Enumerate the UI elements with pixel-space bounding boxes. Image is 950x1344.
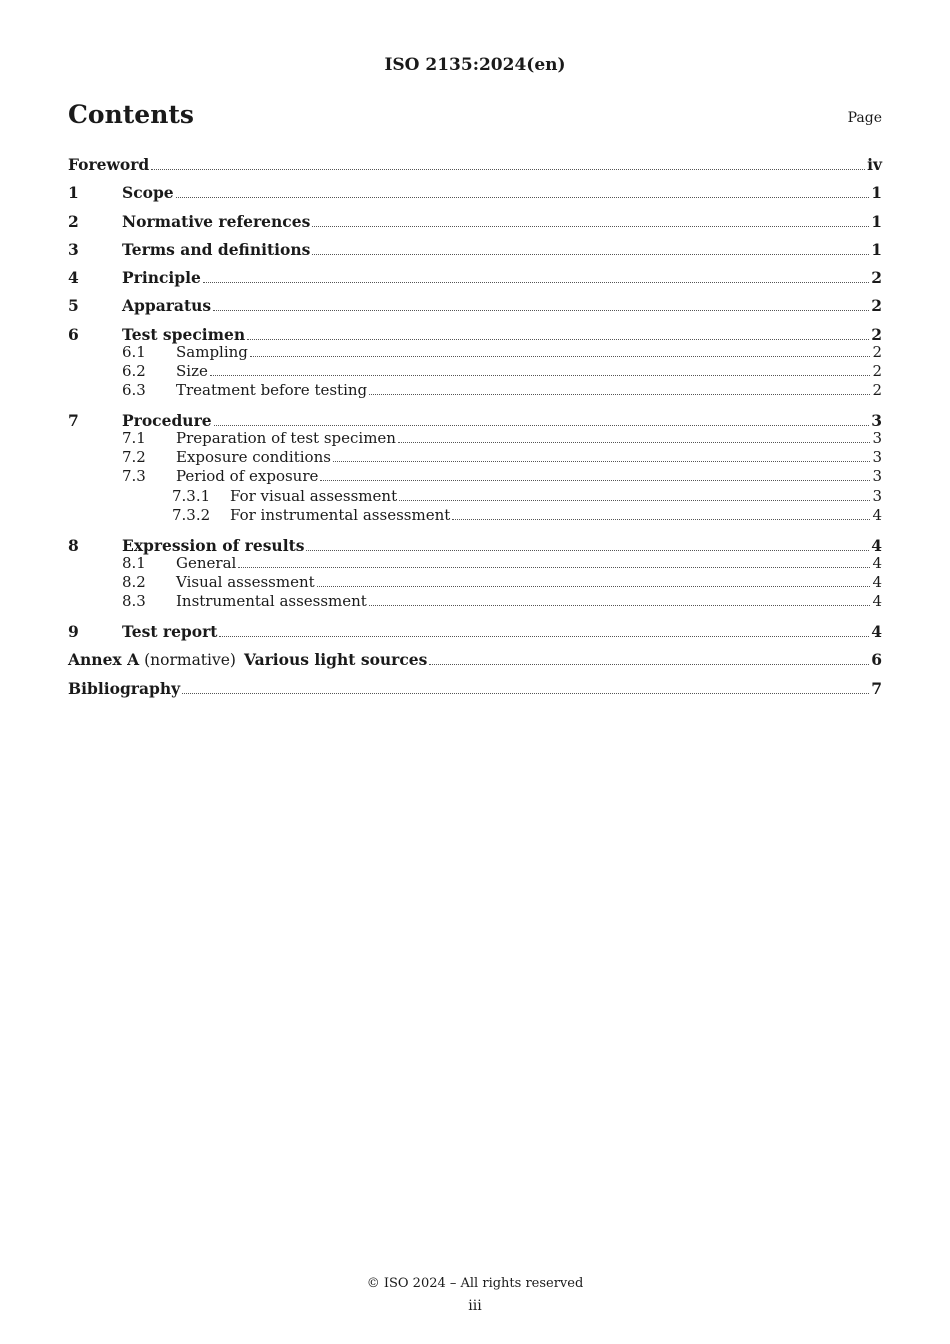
toc-leader [429, 663, 869, 665]
toc-number: 1 [68, 183, 79, 203]
toc-title: Scope [122, 183, 174, 203]
toc-page: 2 [872, 381, 882, 400]
toc-entry-7-3-2[interactable] [68, 506, 882, 525]
toc-title: Test report [122, 621, 218, 641]
toc-number: 4 [68, 268, 79, 288]
toc-leader [399, 499, 870, 501]
toc-page: 4 [872, 553, 882, 572]
toc-entry-foreword[interactable] [68, 153, 882, 181]
table-of-contents [68, 153, 882, 705]
toc-entry-annex-a[interactable] [68, 648, 882, 676]
toc-title: General [176, 553, 237, 572]
toc-number: 9 [68, 621, 79, 641]
toc-title: Preparation of test specimen [176, 428, 396, 447]
toc-page: 1 [871, 183, 882, 203]
toc-title: Treatment before testing [176, 381, 368, 400]
toc-page: 3 [871, 410, 882, 430]
toc-page: 2 [871, 324, 882, 344]
toc-annex-title: Various light sources [243, 650, 428, 670]
toc-page: 4 [872, 592, 882, 611]
toc-number: 2 [68, 211, 79, 231]
toc-entry-1[interactable] [68, 181, 882, 209]
toc-title: Bibliography [68, 678, 181, 698]
toc-title: Normative references [122, 211, 311, 231]
toc-leader [312, 253, 869, 255]
toc-number: 3 [68, 239, 79, 259]
toc-title: Instrumental assessment [176, 592, 367, 611]
document-id-header: ISO 2135:2024(en) [384, 55, 566, 75]
toc-title: Period of exposure [176, 467, 319, 486]
toc-leader [151, 168, 865, 170]
toc-title: Exposure conditions [176, 448, 331, 467]
toc-number: 5 [68, 296, 79, 316]
toc-page: 3 [872, 486, 882, 505]
toc-leader [250, 355, 871, 357]
toc-page: 2 [871, 268, 882, 288]
toc-page: 4 [872, 505, 882, 524]
toc-page: 7 [871, 678, 882, 698]
toc-number: 8.2 [122, 572, 146, 591]
toc-number: 8.3 [122, 592, 146, 611]
toc-leader [219, 635, 869, 637]
toc-page: 2 [872, 361, 882, 380]
toc-title: Principle [122, 268, 201, 288]
toc-number: 7.3.1 [172, 486, 211, 505]
toc-leader [210, 374, 871, 376]
toc-entry-2[interactable] [68, 210, 882, 238]
toc-number: 8.1 [122, 553, 146, 572]
toc-title: Procedure [122, 410, 212, 430]
toc-title: Sampling [176, 342, 248, 361]
toc-page: 1 [871, 239, 882, 259]
toc-leader [320, 479, 870, 481]
contents-title: Contents [68, 100, 195, 129]
toc-entry-7-3[interactable] [68, 467, 882, 486]
toc-entry-8-2[interactable] [68, 573, 882, 592]
toc-entry-5[interactable] [68, 294, 882, 322]
toc-entry-6-2[interactable] [68, 362, 882, 381]
toc-page: 1 [871, 211, 882, 231]
toc-title: Annex A [68, 650, 140, 670]
toc-page: 4 [871, 621, 882, 641]
toc-title: Apparatus [122, 296, 212, 316]
toc-leader [306, 549, 869, 551]
toc-entry-bibliography[interactable] [68, 677, 882, 705]
toc-title: Visual assessment [176, 572, 315, 591]
toc-entry-7-3-1[interactable] [68, 487, 882, 506]
page-number: iii [468, 1298, 482, 1314]
toc-leader [238, 566, 870, 568]
toc-page: 3 [872, 448, 882, 467]
toc-page: 6 [871, 650, 882, 670]
toc-leader [333, 460, 871, 462]
toc-number: 6.1 [122, 342, 146, 361]
toc-number: 6.2 [122, 361, 146, 380]
toc-leader [176, 196, 870, 198]
toc-number: 6 [68, 324, 79, 344]
toc-page: iv [867, 155, 882, 174]
toc-title: Terms and definitions [122, 239, 311, 259]
toc-title: Size [176, 361, 208, 380]
toc-page: 2 [871, 296, 882, 316]
toc-number: 7.1 [122, 428, 146, 447]
toc-page: 4 [871, 535, 882, 555]
toc-leader [452, 518, 870, 520]
toc-page: 4 [872, 572, 882, 591]
toc-leader [213, 309, 869, 311]
toc-number: 6.3 [122, 381, 146, 400]
toc-leader [214, 424, 870, 426]
toc-entry-8-3[interactable] [68, 592, 882, 611]
toc-annex-type: (normative) [144, 651, 236, 670]
toc-page: 2 [872, 342, 882, 361]
page-column-label: Page [847, 110, 882, 126]
toc-title: For instrumental assessment [230, 505, 451, 524]
toc-entry-8-1[interactable] [68, 554, 882, 573]
toc-title: For visual assessment [230, 486, 398, 505]
toc-page: 3 [872, 428, 882, 447]
toc-title: Test specimen [122, 324, 246, 344]
toc-number: 8 [68, 535, 79, 555]
toc-number: 7.3.2 [172, 505, 211, 524]
toc-page: 3 [872, 467, 882, 486]
toc-leader [182, 692, 869, 694]
toc-number: 7.3 [122, 467, 146, 486]
toc-leader [203, 281, 869, 283]
toc-entry-7-1[interactable] [68, 429, 882, 448]
toc-entry-7-2[interactable] [68, 448, 882, 467]
toc-leader [398, 441, 870, 443]
toc-entry-6-3[interactable] [68, 381, 882, 400]
toc-entry-3[interactable] [68, 238, 882, 266]
toc-entry-9[interactable] [68, 620, 882, 648]
toc-entry-4[interactable] [68, 266, 882, 294]
toc-entry-6-1[interactable] [68, 343, 882, 362]
toc-title: Expression of results [122, 535, 305, 555]
toc-leader [247, 338, 869, 340]
toc-leader [312, 225, 869, 227]
toc-leader [369, 604, 871, 606]
toc-number: 7.2 [122, 448, 146, 467]
toc-number: 7 [68, 410, 79, 430]
toc-leader [369, 393, 870, 395]
toc-leader [317, 585, 871, 587]
toc-title: Foreword [68, 155, 150, 174]
copyright-notice: © ISO 2024 – All rights reserved [366, 1276, 584, 1291]
